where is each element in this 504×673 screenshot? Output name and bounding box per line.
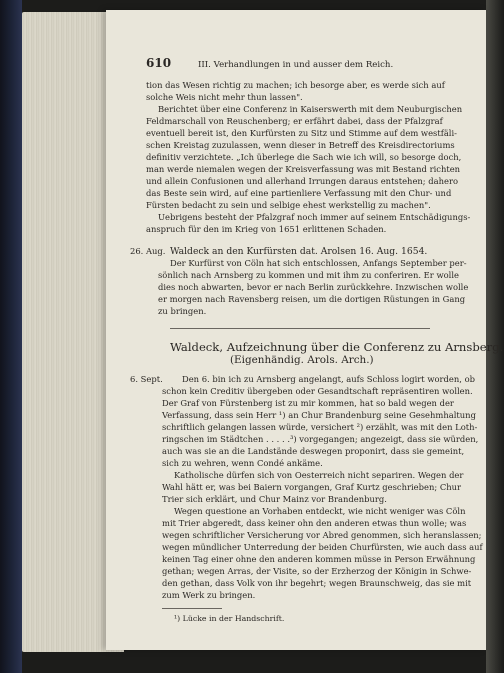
text-line: anspruch für den im Krieg von 1651 erlittenen Schaden. <box>146 224 387 234</box>
text-line: schen Kreistag zuzulassen, wenn dieser in Betreff des Kreisdirectoriums <box>146 140 455 150</box>
text-line: Feldmarschall von Reuschenberg; er erfährt dabei, dass der Pfalzgraf <box>146 116 443 126</box>
section-subheading: (Eigenhändig. Arols. Arch.) <box>230 354 374 366</box>
text-line: auch was sie an die Landstände deswegen proponirt, dass sie gemeint, <box>162 446 465 456</box>
text-line: Der Kurfürst von Cöln hat sich entschlossen, Anfangs September per- <box>170 258 467 268</box>
text-line: tion das Wesen richtig zu machen; ich besorge aber, es werde sich auf <box>146 80 445 90</box>
text-line: definitiv verzichtete. „Ich überlege die Sach wie ich will, so besorge doch, <box>146 152 462 162</box>
footnote: ¹) Lücke in der Handschrift. <box>174 614 285 623</box>
text-line: den gethan, dass Volk von ihr begehrt; wegen Braunschweig, das sie mit <box>162 578 472 588</box>
text-line: und allein Confusionen und allerhand Irrungen daraus entstehen; dahero <box>146 176 459 186</box>
text-line: eventuell bereit ist, den Kurfürsten zu Sitz und Stimme auf dem westfäli- <box>146 128 457 138</box>
section-heading: Waldeck, Aufzeichnung über die Conferenz zu Arnsberg. <box>170 340 504 354</box>
margin-date: 26. Aug. <box>130 246 166 256</box>
book-spine <box>0 0 22 673</box>
text-line: Trier sich erklärt, und Chur Mainz vor Brandenburg. <box>162 494 387 504</box>
margin-date: 6. Sept. <box>130 374 163 384</box>
text-line: keinen Tag einer ohne den anderen kommen müsse in Person Erwähnung <box>162 554 476 564</box>
page-number: 610 <box>146 56 172 70</box>
text-line: das Beste sein wird, auf eine partienliere Verfassung mit den Chur- und <box>146 188 452 198</box>
text-line: zu bringen. <box>158 306 207 316</box>
text-line: zum Werk zu bringen. <box>162 590 256 600</box>
running-title: III. Verhandlungen in und ausser dem Reich. <box>198 60 394 70</box>
text-line: Katholische dürfen sich von Oesterreich nicht separiren. Wegen der <box>174 470 464 480</box>
text-line: wegen mündlicher Unterredung der beiden Churfürsten, wie auch dass auf <box>162 542 483 552</box>
text-line: schon kein Creditiv übergeben oder Gesandtschaft repräsentiren wollen. <box>162 386 473 396</box>
text-line: Fürsten bedacht zu sein und selbige ehest werkstellig zu machen". <box>146 200 431 210</box>
text-line: Der Graf von Fürstenberg ist zu mir kommen, hat so bald wegen der <box>162 398 454 408</box>
text-line: er morgen nach Ravensberg reisen, um die dortigen Rüstungen in Gang <box>158 294 466 304</box>
text-line: sich zu wehren, wenn Condé ankäme. <box>162 458 323 468</box>
text-line: solche Weis nicht mehr thun lassen". <box>146 92 303 102</box>
right-page-edge <box>486 0 504 673</box>
text-line: gethan; wegen Arras, der Visite, so der Erzherzog der Königin in Schwe- <box>162 566 472 576</box>
book-page <box>106 10 504 650</box>
text-line: Berichtet über eine Conferenz in Kaiserswerth mit dem Neuburgischen <box>158 104 463 114</box>
text-line: man werde niemalen wegen der Kreisverfassung was mit Bestand richten <box>146 164 461 174</box>
text-line: Wahl hätt er, was bei Baiern vorgangen, Graf Kurtz geschrieben; Chur <box>162 482 462 492</box>
text-line: Uebrigens besteht der Pfalzgraf noch immer auf seinem Entschädigungs- <box>158 212 471 222</box>
text-line: Wegen questione an Vorhaben entdeckt, wie nicht weniger was Cöln <box>174 506 466 516</box>
text-line: wegen schriftlicher Versicherung vor Abred genommen, sich heranslassen; <box>162 530 482 540</box>
text-line: mit Trier abgeredt, dass keiner ohn den anderen etwas thun wolle; was <box>162 518 467 528</box>
text-line: ringschen im Städtchen . . . . .³) vorgegangen; angezeigt, dass sie würden, <box>162 434 479 444</box>
text-line: schriftlich gelangen lassen würde, versichert ²) erzählt, was mit den Loth- <box>162 422 478 432</box>
entry-title: Waldeck an den Kurfürsten dat. Arolsen 16. Aug. 1654. <box>170 246 428 257</box>
text-line: sönlich nach Arnsberg zu kommen und mit ihm zu conferiren. Er wolle <box>158 270 459 280</box>
text-line: Verfassung, dass sein Herr ¹) an Chur Brandenburg seine Gesehmhaltung <box>162 410 476 420</box>
footnote-rule <box>162 608 222 609</box>
section-divider <box>170 328 430 329</box>
text-line: dies noch abwarten, bevor er nach Berlin zurückkehre. Inzwischen wolle <box>158 282 469 292</box>
text-line: Den 6. bin ich zu Arnsberg angelangt, aufs Schloss logirt worden, ob <box>182 374 475 384</box>
